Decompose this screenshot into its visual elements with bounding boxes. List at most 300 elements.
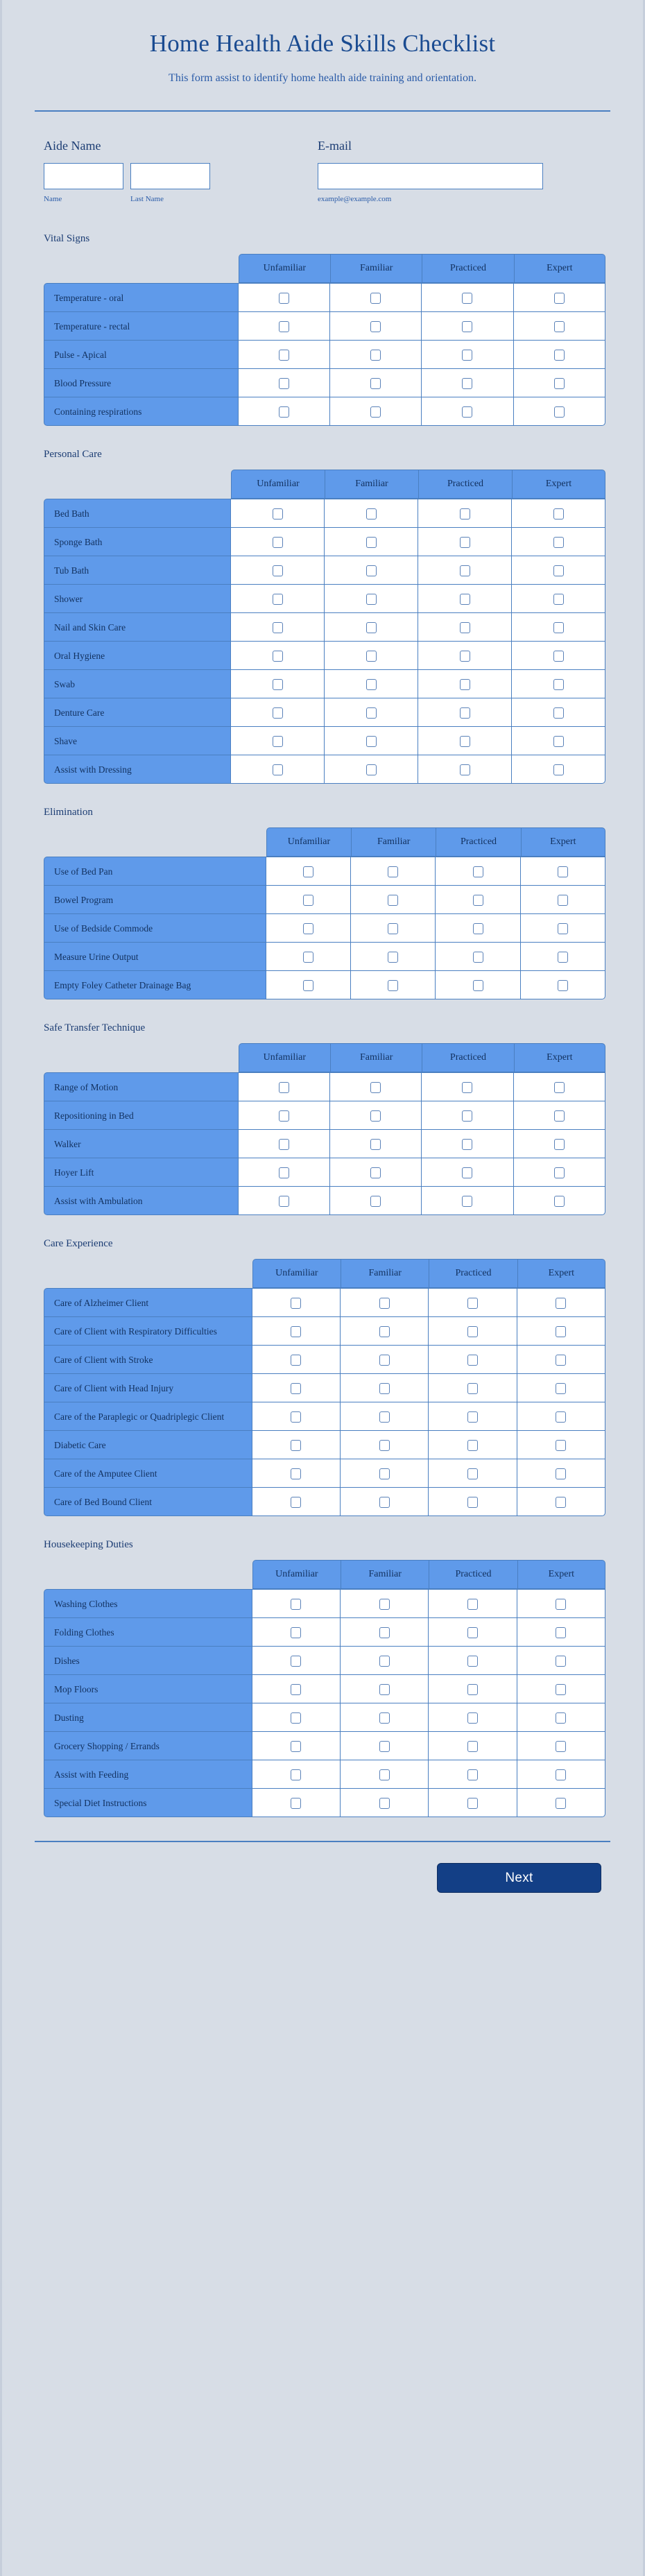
checkbox-familiar[interactable] — [388, 895, 398, 906]
checkbox-cell[interactable] — [422, 283, 513, 312]
checkbox-practiced[interactable] — [462, 406, 472, 418]
checkbox-cell[interactable] — [231, 499, 325, 528]
checkbox-practiced[interactable] — [467, 1741, 478, 1752]
checkbox-familiar[interactable] — [379, 1741, 390, 1752]
checkbox-cell[interactable] — [231, 727, 325, 755]
checkbox-cell[interactable] — [239, 341, 330, 369]
checkbox-cell[interactable] — [239, 312, 330, 341]
checkbox-expert[interactable] — [553, 736, 564, 747]
checkbox-familiar[interactable] — [379, 1440, 390, 1451]
checkbox-familiar[interactable] — [379, 1798, 390, 1809]
checkbox-expert[interactable] — [554, 293, 565, 304]
checkbox-cell[interactable] — [266, 914, 351, 943]
checkbox-familiar[interactable] — [370, 1196, 381, 1207]
checkbox-expert[interactable] — [556, 1355, 566, 1366]
checkbox-unfamiliar[interactable] — [291, 1712, 301, 1724]
checkbox-familiar[interactable] — [370, 1167, 381, 1178]
checkbox-expert[interactable] — [553, 651, 564, 662]
checkbox-cell[interactable] — [436, 914, 520, 943]
checkbox-practiced[interactable] — [473, 980, 483, 991]
checkbox-cell[interactable] — [341, 1703, 429, 1732]
checkbox-cell[interactable] — [517, 1346, 605, 1374]
checkbox-expert[interactable] — [554, 1196, 565, 1207]
checkbox-familiar[interactable] — [370, 1110, 381, 1122]
checkbox-cell[interactable] — [517, 1732, 605, 1760]
checkbox-unfamiliar[interactable] — [273, 508, 283, 520]
checkbox-unfamiliar[interactable] — [279, 1196, 289, 1207]
checkbox-cell[interactable] — [231, 585, 325, 613]
checkbox-cell[interactable] — [252, 1732, 341, 1760]
checkbox-cell[interactable] — [266, 943, 351, 971]
checkbox-cell[interactable] — [252, 1618, 341, 1647]
checkbox-cell[interactable] — [341, 1402, 429, 1431]
checkbox-familiar[interactable] — [366, 707, 377, 719]
checkbox-cell[interactable] — [418, 613, 512, 642]
checkbox-expert[interactable] — [556, 1627, 566, 1638]
checkbox-unfamiliar[interactable] — [279, 1139, 289, 1150]
checkbox-cell[interactable] — [341, 1459, 429, 1488]
checkbox-cell[interactable] — [512, 642, 605, 670]
checkbox-familiar[interactable] — [379, 1684, 390, 1695]
checkbox-familiar[interactable] — [379, 1383, 390, 1394]
checkbox-familiar[interactable] — [388, 980, 398, 991]
checkbox-familiar[interactable] — [370, 350, 381, 361]
checkbox-expert[interactable] — [558, 952, 568, 963]
checkbox-cell[interactable] — [429, 1760, 517, 1789]
checkbox-cell[interactable] — [341, 1288, 429, 1317]
checkbox-cell[interactable] — [436, 971, 520, 999]
last-name-input[interactable] — [130, 163, 210, 189]
checkbox-expert[interactable] — [553, 764, 564, 775]
checkbox-practiced[interactable] — [467, 1656, 478, 1667]
checkbox-cell[interactable] — [517, 1488, 605, 1516]
checkbox-practiced[interactable] — [462, 1110, 472, 1122]
checkbox-cell[interactable] — [517, 1675, 605, 1703]
checkbox-unfamiliar[interactable] — [279, 378, 289, 389]
checkbox-unfamiliar[interactable] — [291, 1684, 301, 1695]
checkbox-cell[interactable] — [514, 1101, 605, 1130]
checkbox-cell[interactable] — [341, 1374, 429, 1402]
checkbox-expert[interactable] — [556, 1712, 566, 1724]
checkbox-familiar[interactable] — [370, 321, 381, 332]
checkbox-practiced[interactable] — [462, 1167, 472, 1178]
checkbox-cell[interactable] — [239, 283, 330, 312]
checkbox-cell[interactable] — [521, 914, 605, 943]
checkbox-practiced[interactable] — [460, 651, 470, 662]
checkbox-cell[interactable] — [422, 1158, 513, 1187]
checkbox-practiced[interactable] — [460, 679, 470, 690]
checkbox-cell[interactable] — [231, 556, 325, 585]
checkbox-practiced[interactable] — [462, 350, 472, 361]
checkbox-cell[interactable] — [521, 886, 605, 914]
checkbox-cell[interactable] — [252, 1317, 341, 1346]
checkbox-familiar[interactable] — [388, 923, 398, 934]
checkbox-cell[interactable] — [325, 670, 418, 698]
checkbox-cell[interactable] — [330, 312, 422, 341]
checkbox-expert[interactable] — [554, 321, 565, 332]
checkbox-expert[interactable] — [556, 1468, 566, 1479]
checkbox-unfamiliar[interactable] — [279, 1082, 289, 1093]
checkbox-practiced[interactable] — [467, 1599, 478, 1610]
checkbox-cell[interactable] — [429, 1317, 517, 1346]
checkbox-practiced[interactable] — [462, 1082, 472, 1093]
checkbox-practiced[interactable] — [467, 1712, 478, 1724]
checkbox-cell[interactable] — [521, 943, 605, 971]
checkbox-unfamiliar[interactable] — [273, 565, 283, 576]
checkbox-familiar[interactable] — [370, 1082, 381, 1093]
checkbox-practiced[interactable] — [460, 764, 470, 775]
checkbox-unfamiliar[interactable] — [279, 321, 289, 332]
checkbox-cell[interactable] — [239, 397, 330, 426]
checkbox-cell[interactable] — [330, 1101, 422, 1130]
checkbox-cell[interactable] — [325, 727, 418, 755]
checkbox-familiar[interactable] — [379, 1599, 390, 1610]
checkbox-expert[interactable] — [553, 594, 564, 605]
checkbox-cell[interactable] — [429, 1431, 517, 1459]
checkbox-practiced[interactable] — [460, 508, 470, 520]
checkbox-practiced[interactable] — [473, 895, 483, 906]
checkbox-cell[interactable] — [422, 397, 513, 426]
checkbox-cell[interactable] — [512, 499, 605, 528]
checkbox-practiced[interactable] — [467, 1326, 478, 1337]
checkbox-familiar[interactable] — [366, 565, 377, 576]
checkbox-practiced[interactable] — [462, 1139, 472, 1150]
checkbox-cell[interactable] — [351, 971, 436, 999]
checkbox-practiced[interactable] — [467, 1684, 478, 1695]
checkbox-cell[interactable] — [422, 341, 513, 369]
checkbox-cell[interactable] — [252, 1374, 341, 1402]
checkbox-practiced[interactable] — [462, 378, 472, 389]
next-button[interactable]: Next — [437, 1863, 601, 1893]
checkbox-unfamiliar[interactable] — [303, 866, 313, 877]
checkbox-cell[interactable] — [341, 1431, 429, 1459]
checkbox-cell[interactable] — [517, 1647, 605, 1675]
checkbox-cell[interactable] — [418, 698, 512, 727]
checkbox-familiar[interactable] — [366, 736, 377, 747]
checkbox-cell[interactable] — [330, 1158, 422, 1187]
checkbox-unfamiliar[interactable] — [291, 1798, 301, 1809]
checkbox-practiced[interactable] — [460, 537, 470, 548]
checkbox-cell[interactable] — [514, 397, 605, 426]
checkbox-familiar[interactable] — [366, 594, 377, 605]
checkbox-practiced[interactable] — [467, 1769, 478, 1780]
checkbox-practiced[interactable] — [460, 707, 470, 719]
checkbox-familiar[interactable] — [379, 1497, 390, 1508]
checkbox-cell[interactable] — [514, 1158, 605, 1187]
checkbox-unfamiliar[interactable] — [291, 1497, 301, 1508]
checkbox-cell[interactable] — [341, 1346, 429, 1374]
checkbox-cell[interactable] — [341, 1618, 429, 1647]
checkbox-cell[interactable] — [325, 499, 418, 528]
checkbox-cell[interactable] — [239, 1072, 330, 1101]
checkbox-expert[interactable] — [556, 1684, 566, 1695]
checkbox-practiced[interactable] — [473, 866, 483, 877]
checkbox-practiced[interactable] — [467, 1298, 478, 1309]
checkbox-unfamiliar[interactable] — [291, 1656, 301, 1667]
checkbox-cell[interactable] — [429, 1675, 517, 1703]
checkbox-expert[interactable] — [553, 565, 564, 576]
checkbox-unfamiliar[interactable] — [279, 406, 289, 418]
checkbox-cell[interactable] — [266, 886, 351, 914]
checkbox-cell[interactable] — [514, 283, 605, 312]
checkbox-cell[interactable] — [252, 1760, 341, 1789]
checkbox-unfamiliar[interactable] — [291, 1769, 301, 1780]
checkbox-cell[interactable] — [517, 1789, 605, 1817]
checkbox-cell[interactable] — [517, 1431, 605, 1459]
checkbox-cell[interactable] — [252, 1647, 341, 1675]
checkbox-familiar[interactable] — [379, 1411, 390, 1423]
checkbox-expert[interactable] — [556, 1599, 566, 1610]
checkbox-unfamiliar[interactable] — [291, 1468, 301, 1479]
checkbox-familiar[interactable] — [379, 1326, 390, 1337]
checkbox-familiar[interactable] — [379, 1712, 390, 1724]
checkbox-cell[interactable] — [517, 1459, 605, 1488]
checkbox-cell[interactable] — [418, 755, 512, 784]
checkbox-cell[interactable] — [512, 556, 605, 585]
checkbox-cell[interactable] — [418, 499, 512, 528]
checkbox-cell[interactable] — [325, 556, 418, 585]
checkbox-practiced[interactable] — [462, 1196, 472, 1207]
checkbox-cell[interactable] — [512, 698, 605, 727]
checkbox-practiced[interactable] — [467, 1383, 478, 1394]
checkbox-expert[interactable] — [556, 1383, 566, 1394]
checkbox-familiar[interactable] — [366, 651, 377, 662]
checkbox-cell[interactable] — [351, 886, 436, 914]
checkbox-cell[interactable] — [341, 1732, 429, 1760]
checkbox-cell[interactable] — [514, 1187, 605, 1215]
checkbox-practiced[interactable] — [467, 1440, 478, 1451]
checkbox-cell[interactable] — [422, 312, 513, 341]
checkbox-cell[interactable] — [517, 1402, 605, 1431]
checkbox-cell[interactable] — [330, 1187, 422, 1215]
checkbox-cell[interactable] — [422, 1072, 513, 1101]
checkbox-unfamiliar[interactable] — [273, 679, 283, 690]
checkbox-unfamiliar[interactable] — [279, 1167, 289, 1178]
checkbox-expert[interactable] — [558, 923, 568, 934]
checkbox-cell[interactable] — [239, 1130, 330, 1158]
checkbox-expert[interactable] — [556, 1411, 566, 1423]
checkbox-familiar[interactable] — [388, 952, 398, 963]
checkbox-cell[interactable] — [512, 585, 605, 613]
checkbox-cell[interactable] — [341, 1675, 429, 1703]
checkbox-cell[interactable] — [514, 312, 605, 341]
checkbox-cell[interactable] — [239, 369, 330, 397]
checkbox-cell[interactable] — [429, 1789, 517, 1817]
checkbox-cell[interactable] — [252, 1459, 341, 1488]
checkbox-cell[interactable] — [517, 1589, 605, 1618]
checkbox-practiced[interactable] — [462, 321, 472, 332]
checkbox-familiar[interactable] — [379, 1769, 390, 1780]
checkbox-practiced[interactable] — [460, 594, 470, 605]
checkbox-practiced[interactable] — [473, 923, 483, 934]
checkbox-expert[interactable] — [556, 1326, 566, 1337]
checkbox-cell[interactable] — [252, 1346, 341, 1374]
checkbox-expert[interactable] — [558, 866, 568, 877]
checkbox-cell[interactable] — [252, 1288, 341, 1317]
checkbox-cell[interactable] — [429, 1618, 517, 1647]
checkbox-cell[interactable] — [252, 1402, 341, 1431]
checkbox-cell[interactable] — [429, 1703, 517, 1732]
checkbox-expert[interactable] — [554, 350, 565, 361]
checkbox-unfamiliar[interactable] — [273, 764, 283, 775]
checkbox-cell[interactable] — [436, 943, 520, 971]
checkbox-cell[interactable] — [252, 1589, 341, 1618]
checkbox-cell[interactable] — [512, 670, 605, 698]
checkbox-cell[interactable] — [325, 642, 418, 670]
checkbox-cell[interactable] — [351, 943, 436, 971]
checkbox-cell[interactable] — [325, 698, 418, 727]
checkbox-unfamiliar[interactable] — [303, 895, 313, 906]
checkbox-familiar[interactable] — [379, 1656, 390, 1667]
checkbox-cell[interactable] — [418, 642, 512, 670]
checkbox-expert[interactable] — [558, 895, 568, 906]
checkbox-cell[interactable] — [325, 585, 418, 613]
checkbox-familiar[interactable] — [388, 866, 398, 877]
checkbox-expert[interactable] — [556, 1769, 566, 1780]
checkbox-cell[interactable] — [514, 1072, 605, 1101]
checkbox-cell[interactable] — [517, 1618, 605, 1647]
checkbox-familiar[interactable] — [379, 1627, 390, 1638]
checkbox-expert[interactable] — [558, 980, 568, 991]
checkbox-unfamiliar[interactable] — [291, 1741, 301, 1752]
checkbox-cell[interactable] — [429, 1346, 517, 1374]
checkbox-unfamiliar[interactable] — [291, 1326, 301, 1337]
checkbox-unfamiliar[interactable] — [279, 293, 289, 304]
checkbox-cell[interactable] — [517, 1374, 605, 1402]
checkbox-cell[interactable] — [325, 613, 418, 642]
checkbox-cell[interactable] — [521, 971, 605, 999]
checkbox-cell[interactable] — [266, 857, 351, 886]
checkbox-familiar[interactable] — [366, 508, 377, 520]
checkbox-familiar[interactable] — [366, 622, 377, 633]
checkbox-expert[interactable] — [554, 1139, 565, 1150]
checkbox-cell[interactable] — [325, 755, 418, 784]
checkbox-familiar[interactable] — [366, 537, 377, 548]
checkbox-cell[interactable] — [330, 283, 422, 312]
checkbox-unfamiliar[interactable] — [273, 622, 283, 633]
checkbox-expert[interactable] — [554, 1110, 565, 1122]
checkbox-cell[interactable] — [239, 1187, 330, 1215]
checkbox-cell[interactable] — [231, 528, 325, 556]
checkbox-familiar[interactable] — [366, 679, 377, 690]
checkbox-practiced[interactable] — [473, 952, 483, 963]
checkbox-expert[interactable] — [556, 1440, 566, 1451]
checkbox-unfamiliar[interactable] — [303, 952, 313, 963]
checkbox-expert[interactable] — [553, 537, 564, 548]
checkbox-cell[interactable] — [418, 585, 512, 613]
checkbox-unfamiliar[interactable] — [291, 1298, 301, 1309]
checkbox-cell[interactable] — [422, 1101, 513, 1130]
checkbox-cell[interactable] — [252, 1789, 341, 1817]
checkbox-cell[interactable] — [422, 1130, 513, 1158]
checkbox-practiced[interactable] — [462, 293, 472, 304]
checkbox-cell[interactable] — [231, 613, 325, 642]
checkbox-unfamiliar[interactable] — [303, 980, 313, 991]
checkbox-cell[interactable] — [252, 1703, 341, 1732]
checkbox-cell[interactable] — [418, 727, 512, 755]
checkbox-cell[interactable] — [512, 613, 605, 642]
checkbox-cell[interactable] — [325, 528, 418, 556]
checkbox-unfamiliar[interactable] — [291, 1411, 301, 1423]
checkbox-cell[interactable] — [330, 341, 422, 369]
checkbox-cell[interactable] — [514, 1130, 605, 1158]
checkbox-cell[interactable] — [341, 1789, 429, 1817]
checkbox-unfamiliar[interactable] — [273, 594, 283, 605]
checkbox-cell[interactable] — [351, 857, 436, 886]
checkbox-cell[interactable] — [422, 1187, 513, 1215]
checkbox-practiced[interactable] — [460, 565, 470, 576]
checkbox-practiced[interactable] — [467, 1627, 478, 1638]
checkbox-cell[interactable] — [418, 528, 512, 556]
checkbox-cell[interactable] — [436, 857, 520, 886]
checkbox-cell[interactable] — [512, 727, 605, 755]
checkbox-cell[interactable] — [418, 670, 512, 698]
checkbox-cell[interactable] — [330, 1072, 422, 1101]
checkbox-cell[interactable] — [429, 1374, 517, 1402]
checkbox-practiced[interactable] — [467, 1798, 478, 1809]
checkbox-cell[interactable] — [252, 1675, 341, 1703]
checkbox-unfamiliar[interactable] — [273, 736, 283, 747]
checkbox-cell[interactable] — [429, 1589, 517, 1618]
checkbox-expert[interactable] — [553, 707, 564, 719]
checkbox-practiced[interactable] — [460, 622, 470, 633]
checkbox-cell[interactable] — [521, 857, 605, 886]
checkbox-cell[interactable] — [418, 556, 512, 585]
checkbox-cell[interactable] — [252, 1488, 341, 1516]
checkbox-expert[interactable] — [556, 1298, 566, 1309]
checkbox-expert[interactable] — [556, 1798, 566, 1809]
checkbox-cell[interactable] — [514, 341, 605, 369]
checkbox-practiced[interactable] — [467, 1468, 478, 1479]
checkbox-cell[interactable] — [517, 1760, 605, 1789]
checkbox-familiar[interactable] — [379, 1468, 390, 1479]
checkbox-unfamiliar[interactable] — [279, 350, 289, 361]
checkbox-cell[interactable] — [231, 670, 325, 698]
checkbox-cell[interactable] — [231, 642, 325, 670]
checkbox-cell[interactable] — [341, 1760, 429, 1789]
checkbox-cell[interactable] — [429, 1459, 517, 1488]
checkbox-cell[interactable] — [429, 1402, 517, 1431]
checkbox-cell[interactable] — [429, 1288, 517, 1317]
checkbox-unfamiliar[interactable] — [273, 537, 283, 548]
checkbox-cell[interactable] — [517, 1703, 605, 1732]
checkbox-cell[interactable] — [351, 914, 436, 943]
checkbox-unfamiliar[interactable] — [291, 1383, 301, 1394]
checkbox-familiar[interactable] — [370, 406, 381, 418]
first-name-input[interactable] — [44, 163, 123, 189]
checkbox-cell[interactable] — [429, 1647, 517, 1675]
checkbox-expert[interactable] — [556, 1656, 566, 1667]
checkbox-unfamiliar[interactable] — [273, 651, 283, 662]
checkbox-expert[interactable] — [553, 622, 564, 633]
checkbox-cell[interactable] — [252, 1431, 341, 1459]
checkbox-unfamiliar[interactable] — [291, 1440, 301, 1451]
checkbox-cell[interactable] — [231, 698, 325, 727]
checkbox-unfamiliar[interactable] — [291, 1627, 301, 1638]
checkbox-familiar[interactable] — [370, 378, 381, 389]
checkbox-familiar[interactable] — [366, 764, 377, 775]
checkbox-familiar[interactable] — [370, 1139, 381, 1150]
checkbox-cell[interactable] — [341, 1488, 429, 1516]
checkbox-practiced[interactable] — [467, 1497, 478, 1508]
checkbox-cell[interactable] — [514, 369, 605, 397]
checkbox-cell[interactable] — [512, 528, 605, 556]
checkbox-cell[interactable] — [330, 369, 422, 397]
checkbox-cell[interactable] — [517, 1288, 605, 1317]
checkbox-expert[interactable] — [553, 679, 564, 690]
checkbox-unfamiliar[interactable] — [279, 1110, 289, 1122]
checkbox-expert[interactable] — [554, 1167, 565, 1178]
